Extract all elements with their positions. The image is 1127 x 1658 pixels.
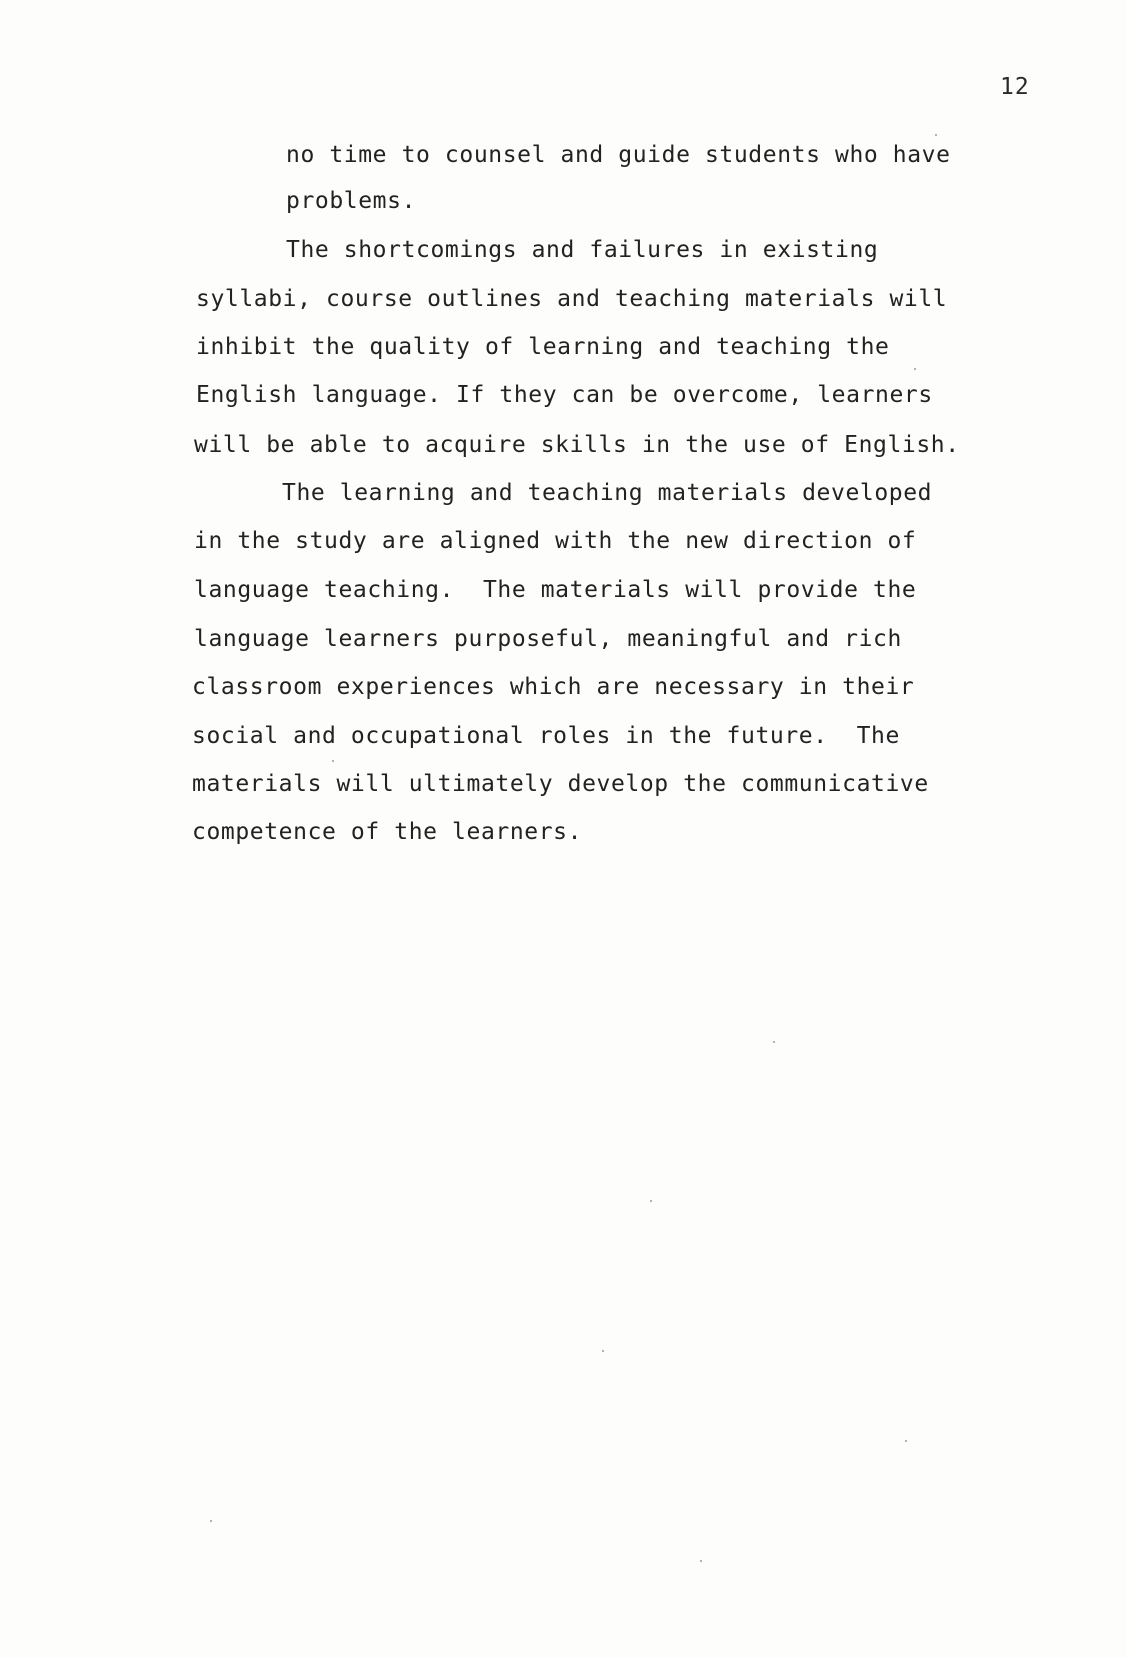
text-line: social and occupational roles in the future. The	[192, 723, 900, 749]
scan-speck	[602, 1350, 604, 1352]
text-line: language teaching. The materials will provide the	[194, 577, 917, 603]
text-line: in the study are aligned with the new direction of	[194, 528, 917, 554]
scan-speck	[935, 134, 937, 136]
page-number: 12	[1000, 74, 1030, 100]
text-line: problems.	[286, 188, 417, 214]
text-line: materials will ultimately develop the communicative	[192, 771, 929, 797]
scan-speck	[210, 1520, 212, 1522]
text-line: will be able to acquire skills in the use of English.	[194, 432, 960, 458]
text-line: inhibit the quality of learning and teaching the	[196, 334, 890, 360]
text-line: syllabi, course outlines and teaching materials will	[196, 286, 948, 312]
text-line: English language. If they can be overcome, learners	[196, 382, 933, 408]
text-line: classroom experiences which are necessary in their	[192, 674, 915, 700]
scan-speck	[332, 760, 334, 762]
text-line: The learning and teaching materials developed	[282, 480, 933, 506]
text-line: competence of the learners.	[192, 819, 583, 845]
text-line: language learners purposeful, meaningful and rich	[194, 626, 902, 652]
text-line: no time to counsel and guide students who have	[286, 142, 951, 168]
scan-speck	[700, 1560, 702, 1562]
scan-speck	[905, 1440, 907, 1442]
scan-speck	[914, 368, 916, 370]
text-line: The shortcomings and failures in existing	[286, 237, 879, 263]
scan-speck	[650, 1200, 652, 1202]
scan-speck	[773, 1041, 775, 1043]
